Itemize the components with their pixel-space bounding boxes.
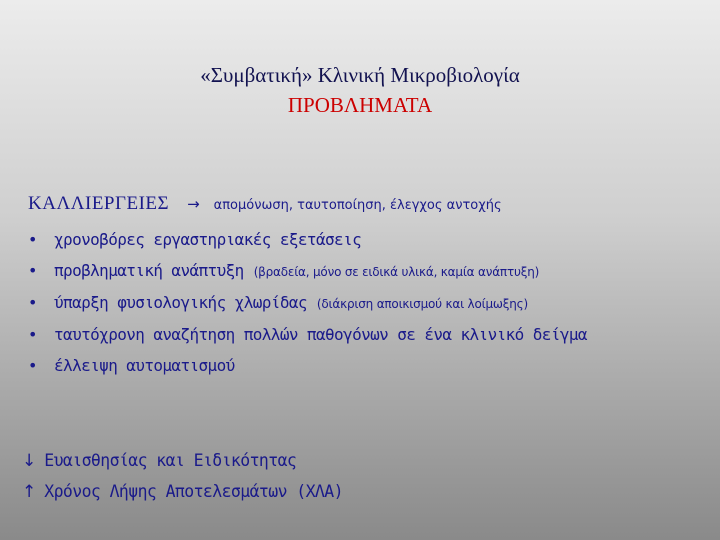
list-item [28, 291, 698, 316]
bullet-icon: • [28, 356, 38, 375]
problem-list [28, 228, 698, 385]
list-item-text: ύπαρξη φυσιολογικής χλωρίδας [54, 293, 307, 312]
list-item-note: (διάκριση αποικισμού και λοίμωξης) [316, 297, 528, 311]
list-item-text: χρονοβόρες εργαστηριακές εξετάσεις [54, 230, 362, 249]
up-arrow-icon: ↑ [22, 482, 37, 502]
bullet-icon: • [28, 325, 38, 344]
list-item-text: έλλειψη αυτοματισμού [54, 356, 235, 375]
bullet-icon: • [28, 230, 38, 249]
summary-row-sensitivity [22, 446, 343, 477]
cultures-heading [28, 191, 502, 219]
title-block [0, 60, 720, 120]
list-item [28, 259, 698, 284]
right-arrow-icon: → [187, 195, 200, 213]
list-item [28, 354, 698, 378]
list-item-note: (βραδεία, μόνο σε ειδικά υλικά, καμία ανάπτυξη) [253, 265, 540, 279]
slide-subtitle: ΠΡΟΒΛΗΜΑΤΑ [287, 93, 433, 117]
cultures-heading-note: απομόνωση, ταυτοποίηση, έλεγχος αντοχής [213, 198, 502, 213]
bullet-icon: • [28, 293, 38, 312]
cultures-heading-label: ΚΑΛΛΙΕΡΓΕΙΕΣ [28, 193, 170, 214]
summary-block [22, 446, 343, 508]
summary-text: Ευαισθησίας και Ειδικότητας [44, 451, 297, 470]
list-item-text: ταυτόχρονη αναζήτηση πολλών παθογόνων σε ένα κλινικό δείγμα [54, 325, 587, 344]
list-item [28, 228, 698, 252]
slide-title: «Συμβατική» Κλινική Μικροβιολογία [200, 63, 520, 87]
bullet-icon: • [28, 261, 38, 280]
summary-text: Χρόνος Λήψης Αποτελεσμάτων (ΧΛΑ) [44, 482, 343, 501]
summary-row-turnaround [22, 477, 343, 508]
list-item [28, 323, 698, 347]
down-arrow-icon: ↓ [22, 451, 37, 471]
list-item-text: προβληματική ανάπτυξη [54, 261, 244, 280]
